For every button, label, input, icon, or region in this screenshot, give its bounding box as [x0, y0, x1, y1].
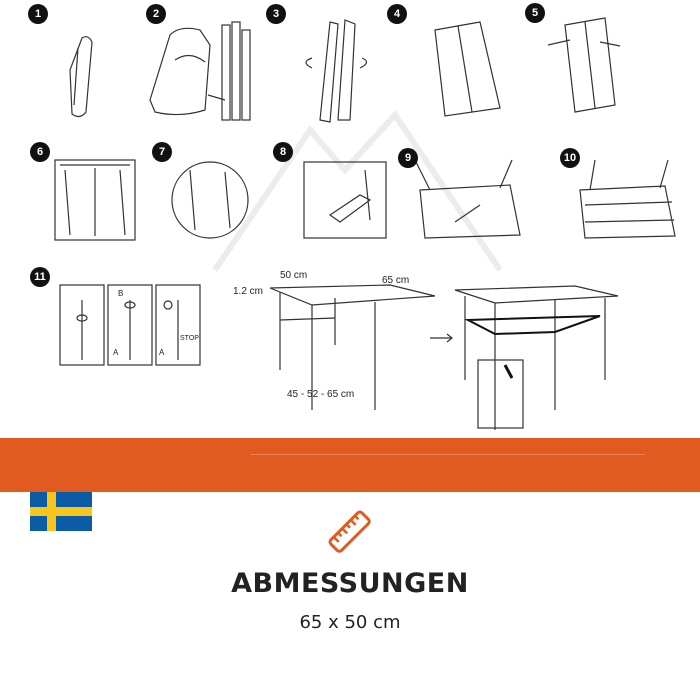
dimension-thickness-label: 1.2 cm: [233, 286, 264, 297]
banner-divider: [250, 454, 645, 455]
step-badge: 7: [152, 142, 172, 162]
leg-label-a: A: [159, 348, 165, 357]
step-7-drawing: [172, 162, 248, 238]
step-3-drawing: [306, 20, 367, 122]
leg-label-b: B: [118, 289, 124, 298]
flag-cross-vertical: [47, 492, 56, 531]
step-badge: 8: [273, 142, 293, 162]
step-badge: 10: [560, 148, 580, 168]
step-badge: 6: [30, 142, 50, 162]
ruler-icon: [326, 508, 374, 556]
step-11-drawing: [60, 285, 200, 365]
step-6-drawing: [55, 160, 135, 240]
step-1-drawing: [70, 37, 92, 117]
arrow-right: [430, 334, 452, 342]
step-badge: 1: [28, 4, 48, 24]
flag-cross-horizontal: [30, 507, 92, 516]
sweden-flag: [30, 492, 92, 531]
step-10-drawing: [580, 160, 675, 238]
orange-banner: [0, 438, 700, 492]
step-4-drawing: [435, 22, 500, 116]
step-badge: 4: [387, 4, 407, 24]
dimension-width-label: 50 cm: [280, 270, 308, 281]
dimension-heights-label: 45 - 52 - 65 cm: [287, 389, 355, 400]
step-badge: 11: [30, 267, 50, 287]
step-5-drawing: [548, 18, 620, 112]
table-with-shelf-drawing: [455, 286, 618, 430]
step-2-drawing: [150, 22, 250, 120]
leg-label-stop: STOP: [180, 335, 199, 342]
dimensions-value: 65 x 50 cm: [299, 612, 401, 633]
step-badge: 3: [266, 4, 286, 24]
mountain-watermark: [215, 115, 500, 270]
step-badge: 5: [525, 3, 545, 23]
dimensions-title: ABMESSUNGEN: [231, 568, 469, 599]
step-badge: 9: [398, 148, 418, 168]
leg-label-a: A: [113, 348, 119, 357]
step-badge: 2: [146, 4, 166, 24]
dimension-length-label: 65 cm: [382, 275, 410, 286]
